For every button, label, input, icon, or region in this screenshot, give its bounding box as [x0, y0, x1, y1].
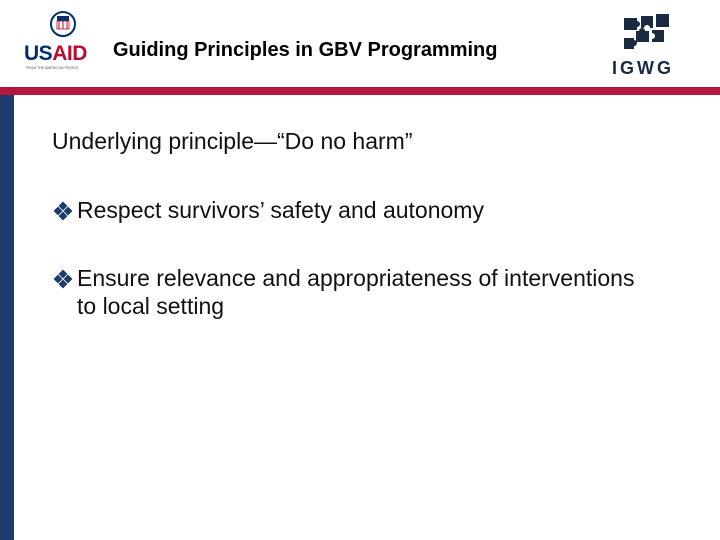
usaid-tagline: FROM THE AMERICAN PEOPLE	[26, 66, 79, 70]
bullet-text: Ensure relevance and appropriateness of interventions to local setting	[77, 265, 635, 319]
diamond-bullet-icon	[52, 268, 74, 290]
diamond-bullet-icon	[52, 200, 74, 222]
usaid-seal-icon	[50, 10, 76, 40]
left-accent-bar	[0, 95, 14, 540]
bullet-item	[52, 196, 637, 224]
igwg-wordmark: IGWG	[612, 58, 674, 78]
header-divider	[0, 87, 720, 95]
igwg-logo	[612, 14, 676, 80]
bullet-text: Respect survivors’ safety and autonomy	[77, 197, 484, 223]
puzzle-icon	[622, 14, 672, 54]
bullet-item	[52, 264, 637, 320]
slide-title: Guiding Principles in GBV Programming	[113, 39, 498, 61]
usaid-logo	[24, 10, 102, 68]
principle-heading: Underlying principle—“Do no harm”	[52, 128, 413, 154]
usaid-wordmark: USAID	[24, 42, 87, 65]
